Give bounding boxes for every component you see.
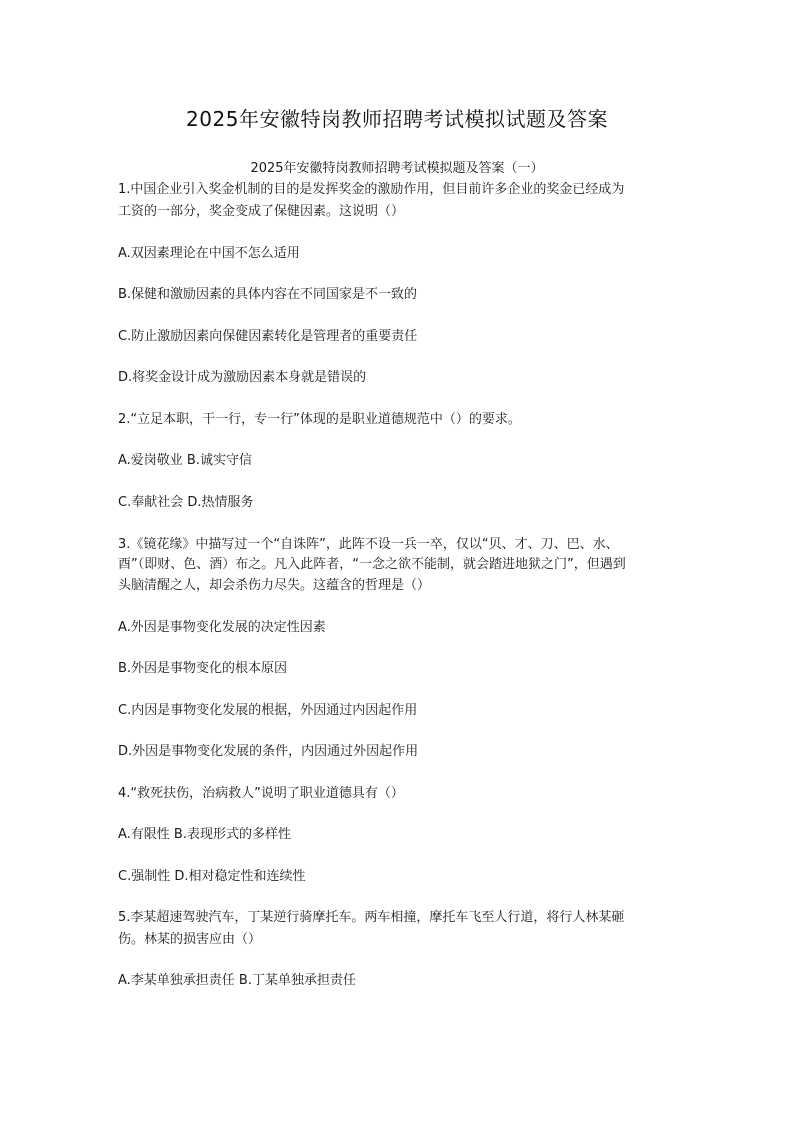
question-1-option-b: B.保健和激励因素的具体内容在不同国家是不一致的 <box>118 287 418 302</box>
question-1-option-d: D.将奖金设计成为激励因素本身就是错误的 <box>118 370 367 385</box>
question-3-option-b: B.外因是事物变化的根本原因 <box>118 661 288 676</box>
question-4-options-ab: A.有限性 B.表现形式的多样性 <box>118 827 291 842</box>
question-4-options-cd: C.强制性 D.相对稳定性和连续性 <box>118 869 306 884</box>
question-2-text-line-1: 2.“立足本职，干一行，专一行”体现的是职业道德规范中（）的要求。 <box>118 412 521 427</box>
question-3-text-line-1: 3.《镜花缘》中描写过一个“自诛阵”，此阵不设一兵一卒，仅以“贝、才、刀、巴、水、 <box>118 537 619 552</box>
question-3-option-a: A.外因是事物变化发展的决定性因素 <box>118 620 326 635</box>
question-1-option-c: C.防止激励因素向保健因素转化是管理者的重要责任 <box>118 329 418 344</box>
question-5-text-line-1: 5.李某超速驾驶汽车，丁某逆行骑摩托车。两车相撞，摩托车飞至人行道，将行人林某砸 <box>118 910 625 925</box>
question-5-text-line-2: 伤。林某的损害应由（） <box>118 932 262 947</box>
question-2-options-ab: A.爱岗敬业 B.诚实守信 <box>118 453 252 468</box>
question-1-option-a: A.双因素理论在中国不怎么适用 <box>118 246 300 261</box>
question-3-option-c: C.内因是事物变化发展的根据，外因通过内因起作用 <box>118 703 418 718</box>
question-1-text-line-1: 1.中国企业引入奖金机制的目的是发挥奖金的激励作用，但目前许多企业的奖金已经成为 <box>118 182 625 197</box>
document-title: 2025年安徽特岗教师招聘考试模拟试题及答案 <box>186 107 608 131</box>
question-5-options-ab: A.李某单独承担责任 B.丁某单独承担责任 <box>118 973 356 988</box>
question-1-text-line-2: 工资的一部分，奖金变成了保健因素。这说明（） <box>118 204 405 219</box>
document-subtitle: 2025年安徽特岗教师招聘考试模拟题及答案（一） <box>250 161 544 176</box>
question-3-text-line-3: 头脑清醒之人，却会杀伤力尽失。这蕴含的哲理是（） <box>118 578 431 593</box>
question-3-option-d: D.外因是事物变化发展的条件，内因通过外因起作用 <box>118 744 419 759</box>
question-3-text-line-2: 酉”（即财、色、酒）布之。凡入此阵者，“一念之欲不能制，就会踏进地狱之门”，但遇到 <box>118 557 626 572</box>
question-2-options-cd: C.奉献社会 D.热情服务 <box>118 495 254 510</box>
question-4-text-line-1: 4.“救死扶伤，治病救人”说明了职业道德具有（） <box>118 786 404 801</box>
